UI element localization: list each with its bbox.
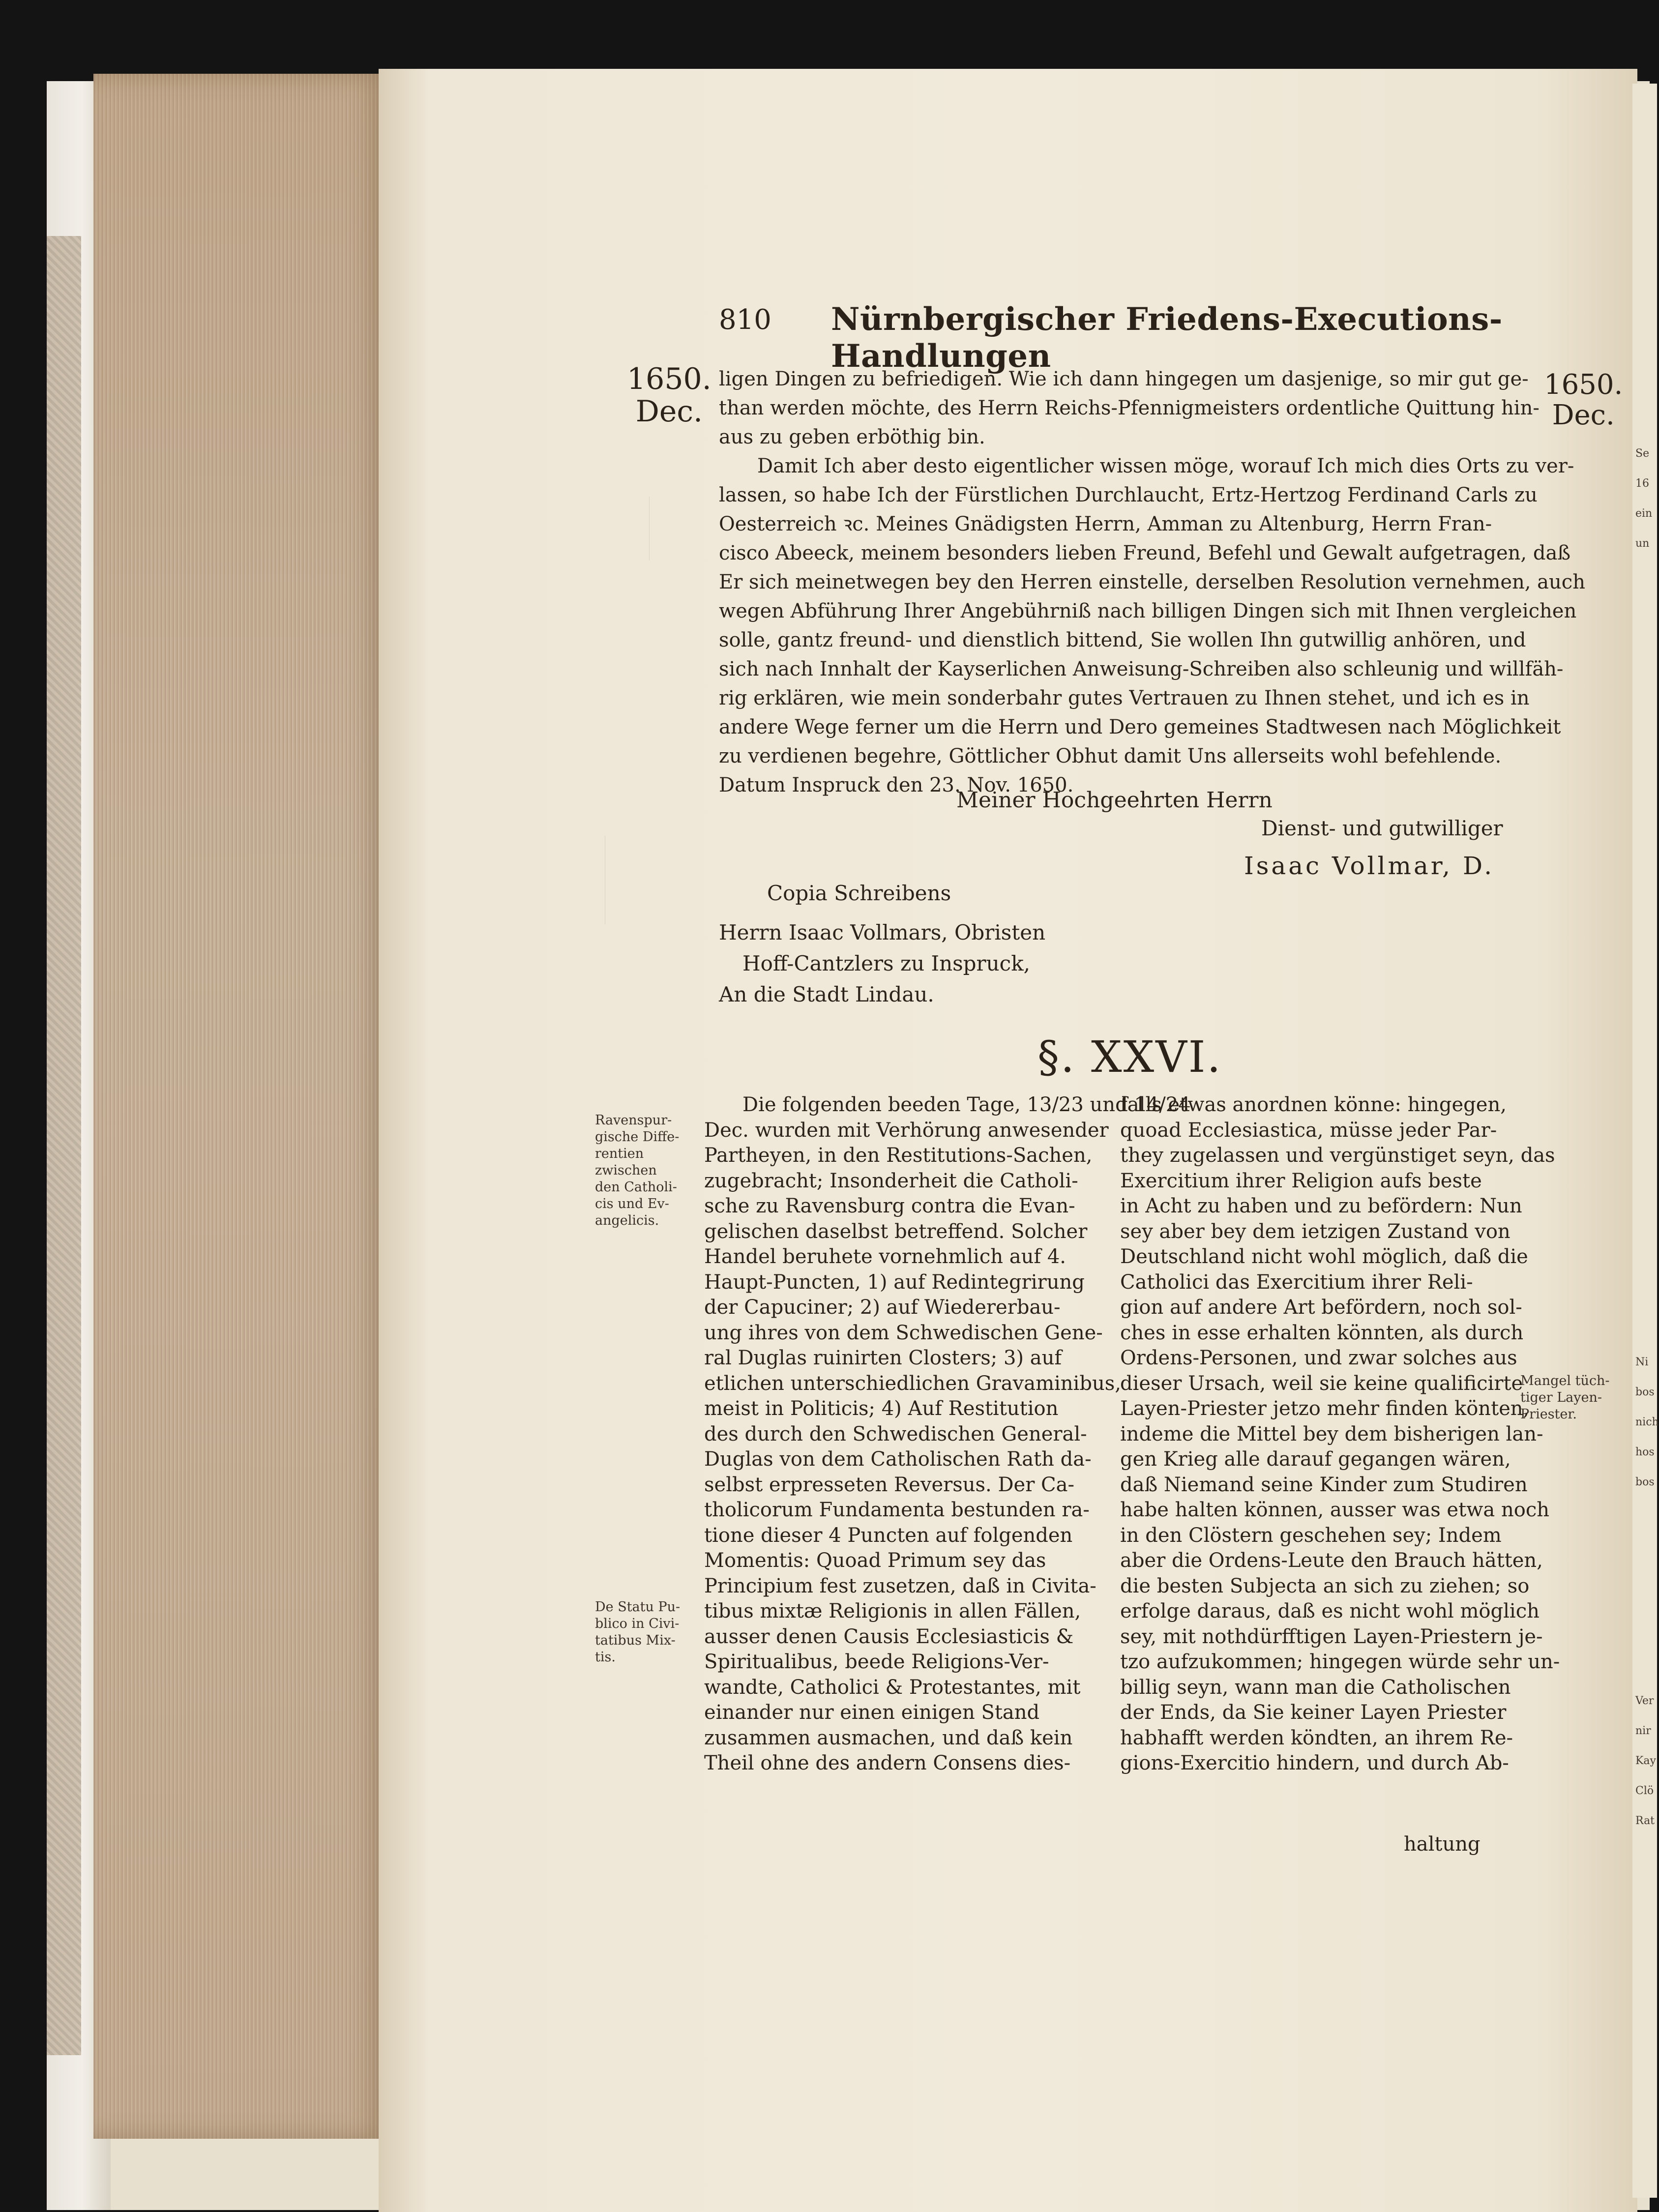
text-line: wegen Abführung Ihrer Angebührniß nach billigen Dingen sich mit Ihnen vergleichen (719, 600, 1577, 622)
text-line: erfolge daraus, daß es nicht wohl möglich (1120, 1600, 1540, 1622)
copia-address-line: Hoff-Cantzlers zu Inspruck, (742, 951, 1031, 975)
text-line: billig seyn, wann man die Catholischen (1120, 1676, 1511, 1699)
bleed-through-mark (649, 497, 704, 560)
text-line: andere Wege ferner um die Herrn und Dero gemeines Stadtwesen nach Möglichkeit (719, 716, 1561, 738)
text-line: Exercitium ihrer Religion aufs beste (1120, 1169, 1482, 1192)
next-page-fragment: Ver (1635, 1695, 1654, 1707)
next-page-fragment: un (1635, 537, 1650, 550)
copia-address-line: An die Stadt Lindau. (719, 982, 934, 1006)
text-line: sche zu Ravensburg contra die Evan- (704, 1195, 1075, 1217)
text-line: Spiritualibus, beede Religions-Ver- (704, 1651, 1049, 1673)
text-line: Theil ohne des andern Consens dies- (704, 1752, 1071, 1774)
copia-address-line: Herrn Isaac Vollmars, Obristen (719, 920, 1046, 944)
text-line: Haupt-Puncten, 1) auf Redintegrirung (704, 1270, 1085, 1294)
margin-date-left (627, 363, 711, 428)
catchword: haltung (1404, 1833, 1481, 1856)
text-line: aus zu geben erböthig bin. (719, 426, 985, 448)
text-line: rig erklären, wie mein sonderbahr gutes Vertrauen zu Ihnen stehet, und ich es in (719, 687, 1530, 709)
text-line: ral Duglas ruinirten Closters; 3) auf (704, 1347, 1062, 1369)
text-line: sey aber bey dem ietzigen Zustand von (1120, 1220, 1511, 1243)
margin-note: Mangel tüch- tiger Layen- Priester. (1520, 1373, 1610, 1422)
running-title: Nürnbergischer Friedens-Executions-Handlungen (831, 301, 1503, 375)
next-page-fragment: Rat (1635, 1815, 1655, 1827)
text-line: Damit Ich aber desto eigentlicher wissen möge, worauf Ich mich dies Orts zu ver- (757, 455, 1574, 477)
text-line: ches in esse erhalten könnten, als durch (1120, 1321, 1524, 1344)
text-line: in Acht zu haben und zu befördern: Nun (1120, 1195, 1522, 1217)
text-line: falls etwas anordnen könne: hingegen, (1120, 1093, 1507, 1116)
text-line: Momentis: Quoad Primum sey das (704, 1549, 1046, 1572)
next-page-fragment: 16 (1635, 477, 1649, 490)
paragraph-1 (719, 365, 1540, 452)
next-page-fragment: bos (1635, 1386, 1655, 1398)
text-line: zusammen ausmachen, und daß kein (704, 1726, 1073, 1749)
signature-servant: Dienst- und gutwilliger (1261, 816, 1503, 840)
text-line: ausser denen Causis Ecclesiasticis & (704, 1625, 1074, 1648)
text-line: aber die Ordens-Leute den Brauch hätten, (1120, 1549, 1543, 1572)
page-block-stain (93, 74, 388, 2139)
text-line: Ordens-Personen, und zwar solches aus (1120, 1347, 1517, 1369)
text-line: der Capuciner; 2) auf Wiedererbau- (704, 1296, 1061, 1319)
text-line: zugebracht; Insonderheit die Catholi- (704, 1169, 1078, 1192)
signature-salutation: Meiner Hochgeehrten Herrn (956, 788, 1273, 813)
text-line: dieser Ursach, weil sie keine qualificirte (1120, 1372, 1523, 1395)
margin-date-year: 1650. (627, 362, 711, 396)
next-page-fragment: Kay (1635, 1755, 1656, 1767)
text-column-right (1120, 1092, 1560, 1776)
text-line: Datum Inspruck den 23. Nov. 1650. (719, 774, 1074, 796)
margin-date-month: Dec. (1552, 399, 1615, 431)
next-page-fragment: nich (1635, 1416, 1659, 1428)
text-line: tzo aufzukommen; hingegen würde sehr un- (1120, 1651, 1560, 1673)
text-line: Handel beruhete vornehmlich auf 4. (704, 1245, 1066, 1268)
next-page-fragment: Clö (1635, 1785, 1654, 1797)
text-line: Die folgenden beeden Tage, 13/23 und 14/24 (742, 1093, 1191, 1116)
text-line: tholicorum Fundamenta bestunden ra- (704, 1499, 1090, 1521)
margin-date-month: Dec. (635, 394, 703, 429)
text-line: Duglas von dem Catholischen Rath da- (704, 1448, 1092, 1471)
text-line: selbst erpresseten Reversus. Der Ca- (704, 1473, 1075, 1496)
text-line: daß Niemand seine Kinder zum Studiren (1120, 1473, 1528, 1496)
text-line: cisco Abeeck, meinem besonders lieben Freund, Befehl und Gewalt aufgetragen, daß (719, 542, 1571, 564)
text-line: Dec. wurden mit Verhörung anwesender (704, 1119, 1109, 1142)
next-page-fragment: Ni (1635, 1356, 1649, 1368)
text-line: Principium fest zusetzen, daß in Civita- (704, 1574, 1096, 1597)
text-line: ung ihres von dem Schwedischen Gene- (704, 1321, 1103, 1344)
bleed-through-mark (605, 836, 664, 924)
section-heading: §. XXVI. (1037, 1032, 1222, 1082)
next-page-fragment: hos (1635, 1446, 1655, 1458)
margin-date-year: 1650. (1544, 369, 1623, 401)
text-line: meist in Politicis; 4) Auf Restitution (704, 1397, 1059, 1420)
text-line: habhafft werden köndten, an ihrem Re- (1120, 1726, 1513, 1749)
text-line: gion auf andere Art befördern, noch sol- (1120, 1296, 1522, 1319)
text-line: gen Krieg alle darauf gegangen wären, (1120, 1448, 1511, 1471)
text-line: die besten Subjecta an sich zu ziehen; so (1120, 1574, 1530, 1597)
text-line: etlichen unterschiedlichen Gravaminibus, (704, 1372, 1121, 1395)
text-line: Oesterreich ꝛc. Meines Gnädigsten Herrn, Amman zu Altenburg, Herrn Fran- (719, 513, 1492, 535)
text-line: habe halten können, ausser was etwa noch (1120, 1499, 1549, 1521)
text-line: lassen, so habe Ich der Fürstlichen Durchlaucht, Ertz-Hertzog Ferdinand Carls zu (719, 484, 1538, 506)
page-number: 810 (719, 304, 771, 336)
text-line: Deutschland nicht wohl möglich, daß die (1120, 1245, 1528, 1268)
text-line: Layen-Priester jetzo mehr finden könten, (1120, 1397, 1530, 1420)
copia-title: Copia Schreibens (767, 881, 951, 905)
margin-date-right (1544, 370, 1623, 431)
next-page-fragment: ein (1635, 507, 1653, 520)
text-line: Er sich meinetwegen bey den Herren einstelle, derselben Resolution vernehmen, auch (719, 571, 1585, 593)
text-line: quoad Ecclesiastica, müsse jeder Par- (1120, 1119, 1497, 1142)
text-line: they zugelassen und vergünstiget seyn, das (1120, 1144, 1555, 1167)
text-line: des durch den Schwedischen General- (704, 1422, 1087, 1445)
text-line: einander nur einen einigen Stand (704, 1701, 1040, 1724)
text-line: indeme die Mittel bey dem bisherigen lan- (1120, 1422, 1543, 1445)
text-line: ligen Dingen zu befriedigen. Wie ich dann hingegen um dasjenige, so mir gut ge- (719, 368, 1529, 390)
next-page-fragment: bos (1635, 1476, 1655, 1488)
next-page-fragment: Se (1635, 447, 1650, 460)
margin-note: Ravenspur- gische Diffe- rentien zwischen den Catholi- cis und Ev- angelicis. (595, 1113, 680, 1228)
text-line: solle, gantz freund- und dienstlich bittend, Sie wollen Ihn gutwillig anhören, und (719, 629, 1526, 651)
text-line: gelischen daselbst betreffend. Solcher (704, 1220, 1088, 1243)
text-line: gions-Exercitio hindern, und durch Ab- (1120, 1752, 1509, 1774)
text-line: sich nach Innhalt der Kayserlichen Anweisung-Schreiben also schleunig und willfäh- (719, 658, 1564, 680)
signature-name: Isaac Vollmar, D. (1244, 852, 1495, 880)
text-line: than werden möchte, des Herrn Reichs-Pfennigmeisters ordentliche Quittung hin- (719, 397, 1540, 419)
text-line: tione dieser 4 Puncten auf folgenden (704, 1524, 1073, 1547)
paragraph-2 (719, 452, 1585, 800)
text-line: sey, mit nothdürfftigen Layen-Priestern je- (1120, 1625, 1543, 1648)
text-line: Catholici das Exercitium ihrer Reli- (1120, 1270, 1473, 1294)
text-line: wandte, Catholici & Protestantes, mit (704, 1676, 1081, 1699)
next-page-edge (1632, 84, 1657, 2198)
text-line: der Ends, da Sie keiner Layen Priester (1120, 1701, 1507, 1724)
next-page-fragment: nir (1635, 1725, 1651, 1737)
text-line: tibus mixtæ Religionis in allen Fällen, (704, 1600, 1081, 1622)
text-line: Partheyen, in den Restitutions-Sachen, (704, 1144, 1093, 1167)
text-line: in den Clöstern geschehen sey; Indem (1120, 1524, 1502, 1547)
text-line: zu verdienen begehre, Göttlicher Obhut damit Uns allerseits wohl befehlende. (719, 745, 1502, 767)
book-cover-marbling (47, 236, 81, 2055)
margin-note: De Statu Pu- blico in Civi- tatibus Mix- tis. (595, 1599, 681, 1665)
text-column-left (704, 1092, 1191, 1776)
